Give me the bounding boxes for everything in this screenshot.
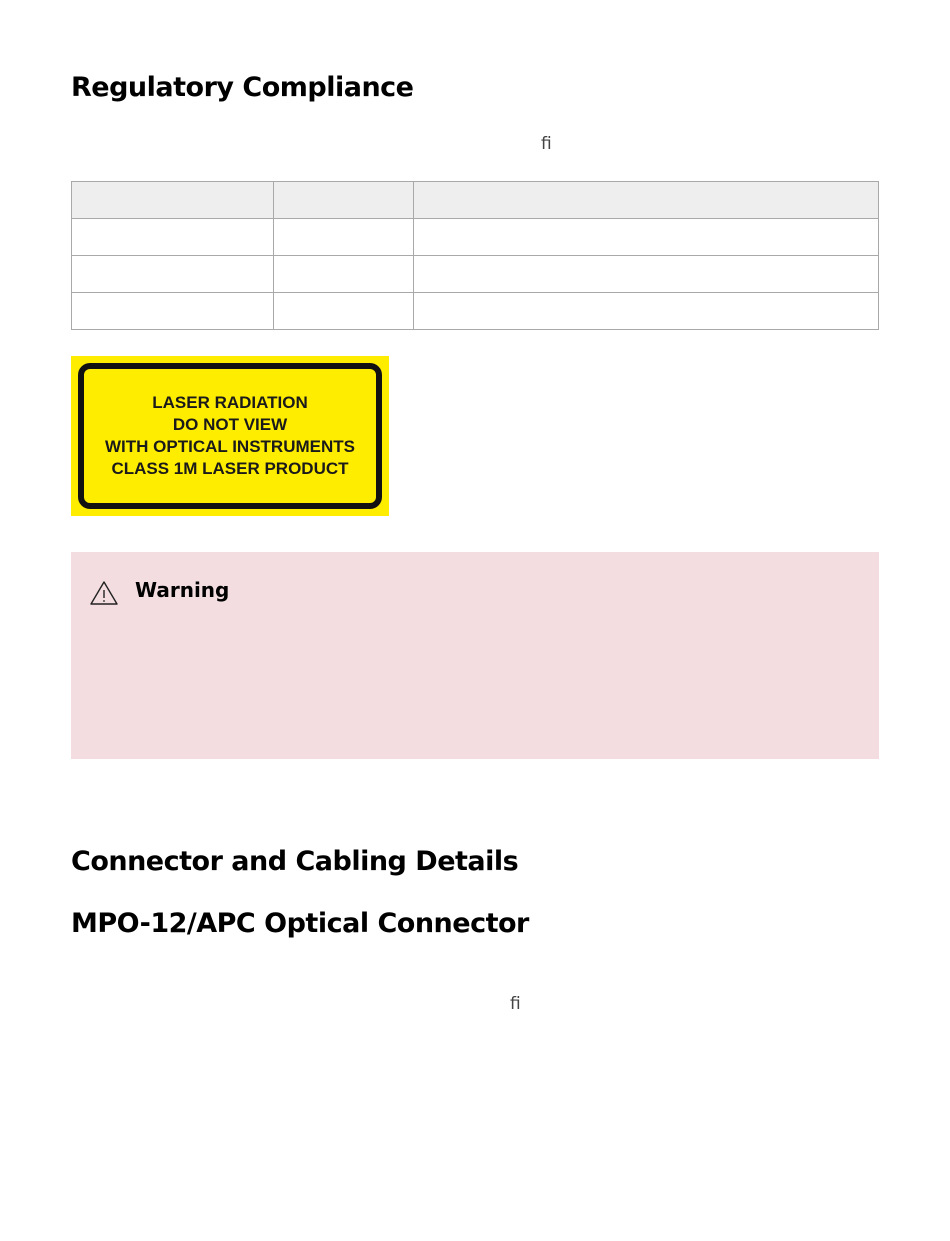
section-title-mpo-connector: MPO-12/APC Optical Connector [71,908,529,939]
table-row [72,219,879,256]
table-header-cell [274,182,414,219]
warning-callout [71,552,879,759]
table-cell [414,293,879,330]
laser-label-line: DO NOT VIEW [172,415,288,434]
table-header-cell [414,182,879,219]
table-cell [414,219,879,256]
compliance-table [71,181,879,330]
table-cell [72,256,274,293]
table-cell [274,219,414,256]
laser-label-line: LASER RADIATION [152,393,308,412]
ligature-glyph: ﬁ [510,994,521,1014]
table-cell [72,293,274,330]
table-cell [414,256,879,293]
warning-title: Warning [135,578,230,602]
table-cell [274,256,414,293]
laser-label-line: CLASS 1M LASER PRODUCT [111,459,349,478]
section-title-connector-cabling: Connector and Cabling Details [71,846,519,877]
table-header-row [72,182,879,219]
warning-triangle-icon [89,580,119,606]
table-row [72,256,879,293]
laser-label-line: WITH OPTICAL INSTRUMENTS [105,437,355,456]
table-cell [72,219,274,256]
laser-warning-label [71,356,389,516]
table-header-cell [72,182,274,219]
laser-label-border [78,363,382,509]
table-row [72,293,879,330]
table-cell [274,293,414,330]
section-title-regulatory-compliance: Regulatory Compliance [71,72,414,103]
ligature-glyph: ﬁ [541,134,552,154]
